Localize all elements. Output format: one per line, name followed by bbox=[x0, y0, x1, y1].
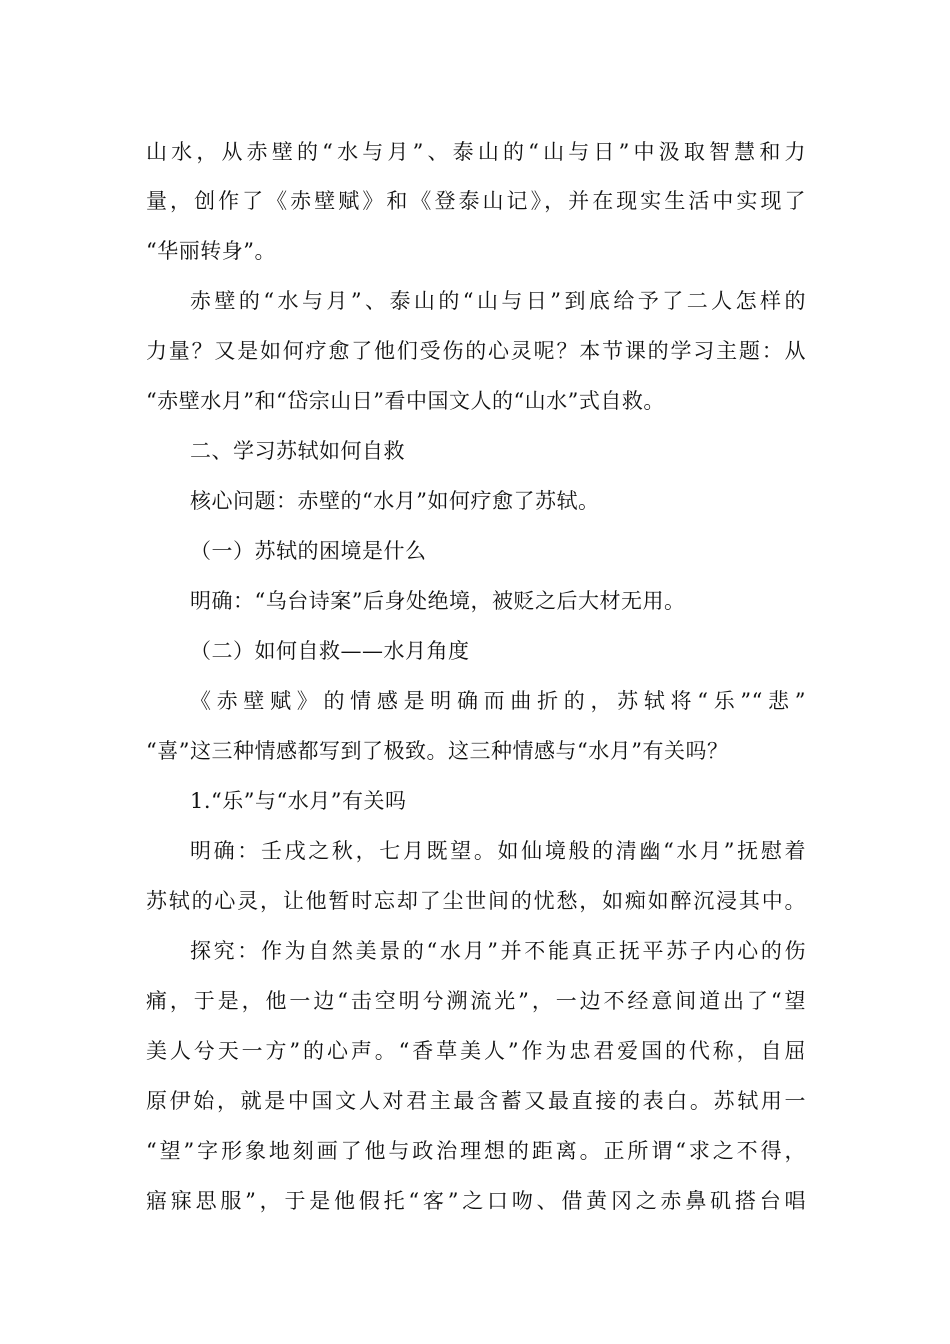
section-heading: 二、学习苏轼如何自救 bbox=[190, 439, 405, 463]
text-line-4: 赤壁的“水与月”、泰山的“山与日”到底给予了二人怎样的 bbox=[190, 289, 806, 313]
text-line-3: “华丽转身”。 bbox=[146, 239, 276, 263]
text-line-21: “望”字形象地刻画了他与政治理想的距离。正所谓“求之不得， bbox=[146, 1139, 806, 1163]
core-question: 核心问题：赤壁的“水月”如何疗愈了苏轼。 bbox=[190, 489, 600, 513]
text-line-16: 苏轼的心灵，让他暂时忘却了尘世间的忧愁，如痴如醉沉浸其中。 bbox=[146, 889, 806, 913]
text-line-13: “喜”这三种情感都写到了极致。这三种情感与“水月”有关吗？ bbox=[146, 739, 729, 763]
text-line-17: 探究：作为自然美景的“水月”并不能真正抚平苏子内心的伤 bbox=[190, 939, 806, 963]
text-line-18: 痛，于是，他一边“击空明兮溯流光”，一边不经意间道出了“望 bbox=[146, 989, 806, 1013]
text-line-15: 明确：壬戌之秋，七月既望。如仙境般的清幽“水月”抚慰着 bbox=[190, 839, 806, 863]
text-line-19: 美人兮天一方”的心声。“香草美人”作为忠君爱国的代称，自屈 bbox=[146, 1039, 806, 1063]
text-line-20: 原伊始，就是中国文人对君主最含蓄又最直接的表白。苏轼用一 bbox=[146, 1089, 806, 1113]
text-line-22: 寤寐思服”，于是他假托“客”之口吻、借黄冈之赤鼻矶搭台唱 bbox=[146, 1189, 806, 1213]
answer-1: 明确：“乌台诗案”后身处绝境，被贬之后大材无用。 bbox=[190, 589, 686, 613]
subheading-3: 1.“乐”与“水月”有关吗 bbox=[190, 789, 407, 813]
subheading-2: （二）如何自救——水月角度 bbox=[190, 639, 470, 663]
subheading-1: （一）苏轼的困境是什么 bbox=[190, 539, 427, 563]
text-line-6: “赤壁水月”和“岱宗山日”看中国文人的“山水”式自救。 bbox=[146, 389, 665, 413]
text-line-2: 量，创作了《赤壁赋》和《登泰山记》，并在现实生活中实现了 bbox=[146, 189, 806, 213]
text-line-12: 《赤壁赋》的情感是明确而曲折的，苏轼将“乐”“悲” bbox=[190, 689, 806, 713]
text-line-1: 山水，从赤壁的“水与月”、泰山的“山与日”中汲取智慧和力 bbox=[146, 140, 806, 164]
text-line-5: 力量？又是如何疗愈了他们受伤的心灵呢？本节课的学习主题：从 bbox=[146, 339, 806, 363]
